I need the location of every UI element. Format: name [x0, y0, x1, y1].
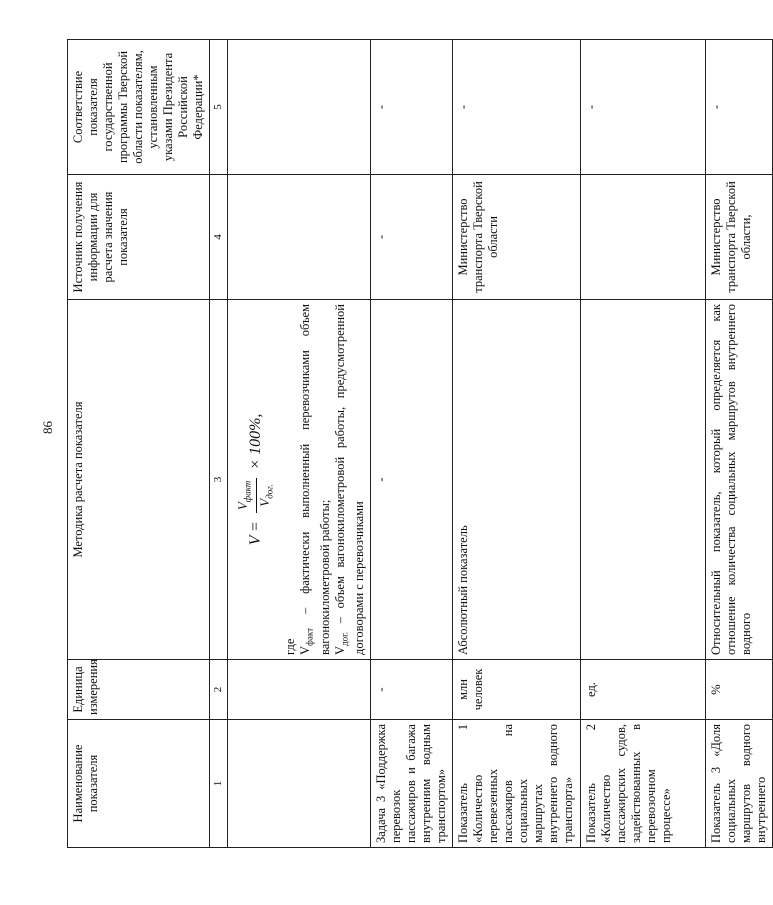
cell-source-ind3: Министерство транспорта Тверской области, [706, 175, 773, 300]
page-number: 86 [39, 421, 55, 434]
rotated-table-container [67, 40, 769, 848]
col-number-4: 4 [210, 175, 228, 300]
cell-unit-empty [228, 660, 371, 720]
table-row-formula [228, 40, 371, 848]
formula-fraction [235, 478, 277, 513]
cell-method-task3: - [371, 300, 453, 660]
cell-source-ind2 [581, 175, 706, 300]
table-row-indicator3 [706, 40, 773, 848]
cell-compliance-ind1: - [453, 40, 581, 175]
formula-numerator: V [235, 502, 250, 511]
col-number-3: 3 [210, 300, 228, 660]
cell-compliance-ind2: - [581, 40, 706, 175]
cell-name-ind2: Показатель 2 «Количество пассажирских судов, задействованных в перевозочном процессе» [581, 720, 706, 848]
cell-name-empty [228, 720, 371, 848]
formula-denominator-sub: дог. [264, 484, 275, 499]
cell-compliance-empty [228, 40, 371, 175]
formula-def-2: $V_{дог.}$ – объем вагонокилометровой работы, предусмотренной договорами с перевозчиками [332, 304, 367, 655]
formula-lhs: V = [246, 521, 264, 546]
header-compliance: Соответствие показателя государственной программы Тверской области показателям, установленным указами Президента Российской Федерации* [68, 40, 210, 175]
cell-method-formula [228, 300, 371, 660]
formula [235, 304, 277, 655]
table-row-indicator2 [581, 40, 706, 848]
cell-unit-ind1: млн человек [453, 660, 581, 720]
cell-unit-ind2: ед. [581, 660, 706, 720]
formula-def-1: $V_{факт}$ – фактически выполненный перевозчиками объем вагонокилометровой работы; [298, 304, 332, 655]
cell-source-ind1: Министерство транспорта Тверской области [453, 175, 581, 300]
table-row-task3 [371, 40, 453, 848]
cell-name-task3: Задача 3 «Поддержка перевозок пассажиров и багажа внутренним водным транспортом» [371, 720, 453, 848]
cell-name-ind3: Показатель 3 «Доля социальных маршрутов водного внутреннего [706, 720, 773, 848]
header-source: Источник получения информации для расчета значения показателя [68, 175, 210, 300]
formula-numerator-sub: факт [242, 480, 253, 503]
cell-compliance-ind3: - [706, 40, 773, 175]
indicator-table [67, 39, 773, 848]
header-method: Методика расчета показателя [68, 300, 210, 660]
cell-method-ind2 [581, 300, 706, 660]
col-number-2: 2 [210, 660, 228, 720]
header-name: Наименование показателя [68, 720, 210, 848]
cell-method-ind1: Абсолютный показатель [453, 300, 581, 660]
formula-rhs: × 100%, [246, 413, 264, 470]
col-number-1: 1 [210, 720, 228, 848]
cell-name-ind1: Показатель 1 «Количество перевезенных пассажиров на социальных маршрутах внутреннего водного транспорта» [453, 720, 581, 848]
formula-denominator: V [256, 498, 272, 507]
col-number-5: 5 [210, 40, 228, 175]
cell-unit-ind3: % [706, 660, 773, 720]
cell-unit-task3: - [371, 660, 453, 720]
cell-source-empty [228, 175, 371, 300]
formula-where: где [283, 638, 298, 655]
table-row-indicator1 [453, 40, 581, 848]
header-unit: Единица измерения [68, 660, 210, 720]
cell-compliance-task3: - [371, 40, 453, 175]
cell-method-ind3: Относительный показатель, который определяется как отношение количества социальных маршрутов внутреннего водного [706, 300, 773, 660]
cell-source-task3: - [371, 175, 453, 300]
